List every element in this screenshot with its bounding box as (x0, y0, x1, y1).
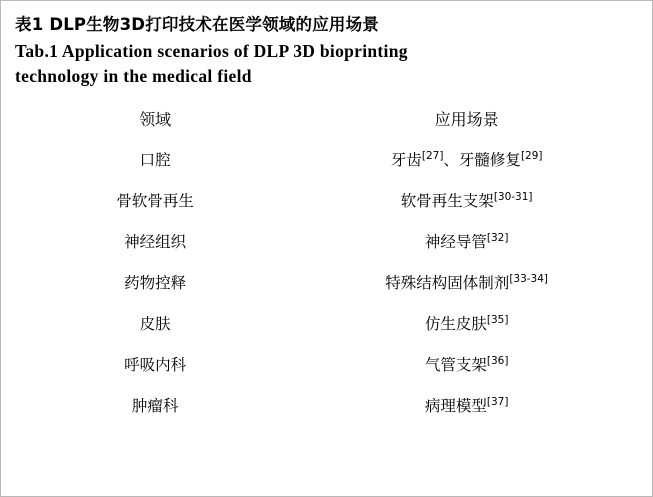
cell-field: 呼吸内科 (124, 356, 187, 375)
column-header-scenario: 应用场景 (434, 110, 499, 130)
caption-english-line2: technology in the medical field (15, 65, 252, 86)
table-header-row (15, 99, 638, 139)
cell-scenario-ref: [35] (486, 313, 509, 326)
table-row (15, 385, 638, 426)
column-header-field: 领域 (139, 110, 172, 130)
cell-scenario (295, 262, 638, 303)
cell-scenario-text: 神经导管 (424, 233, 487, 252)
cell-scenario (295, 385, 638, 426)
cell-scenario (295, 180, 638, 221)
cell-scenario-text2: 、牙髓修复 (443, 151, 521, 170)
table-row (15, 221, 638, 262)
cell-scenario-ref: [33-34] (509, 272, 549, 285)
cell-scenario-ref: [27] (421, 149, 444, 162)
table-row (15, 344, 638, 385)
cell-scenario (295, 139, 638, 180)
cell-field: 皮肤 (139, 315, 171, 334)
cell-scenario-ref: [37] (486, 395, 509, 408)
cell-scenario-text: 软骨再生支架 (400, 192, 494, 211)
cell-field: 神经组织 (124, 233, 187, 252)
table-row (15, 180, 638, 221)
cell-scenario-text: 气管支架 (424, 356, 487, 375)
cell-field: 骨软骨再生 (116, 192, 194, 211)
table-row (15, 303, 638, 344)
cell-scenario (295, 303, 638, 344)
cell-scenario-ref: [30-31] (493, 190, 533, 203)
cell-scenario-text: 牙齿 (390, 151, 422, 170)
cell-field: 药物控释 (124, 274, 187, 293)
table-caption (15, 13, 638, 89)
cell-scenario (295, 344, 638, 385)
cell-field: 口腔 (139, 151, 171, 170)
cell-scenario-text: 特殊结构固体制剂 (385, 274, 510, 293)
cell-scenario (295, 221, 638, 262)
cell-scenario-text: 病理模型 (424, 397, 487, 416)
table-row (15, 262, 638, 303)
cell-field: 肿瘤科 (131, 397, 179, 416)
caption-english-line1: Tab.1 Application scenarios of DLP 3D bioprinting (15, 40, 408, 61)
caption-english (15, 39, 638, 89)
cell-scenario-ref: [32] (486, 231, 509, 244)
cell-scenario-ref2: [29] (520, 149, 543, 162)
application-scenarios-table (15, 99, 638, 426)
table-row (15, 139, 638, 180)
caption-chinese: 表1 DLP生物3D打印技术在医学领域的应用场景 (15, 15, 380, 34)
cell-scenario-ref: [36] (486, 354, 509, 367)
cell-scenario-text: 仿生皮肤 (424, 315, 487, 334)
